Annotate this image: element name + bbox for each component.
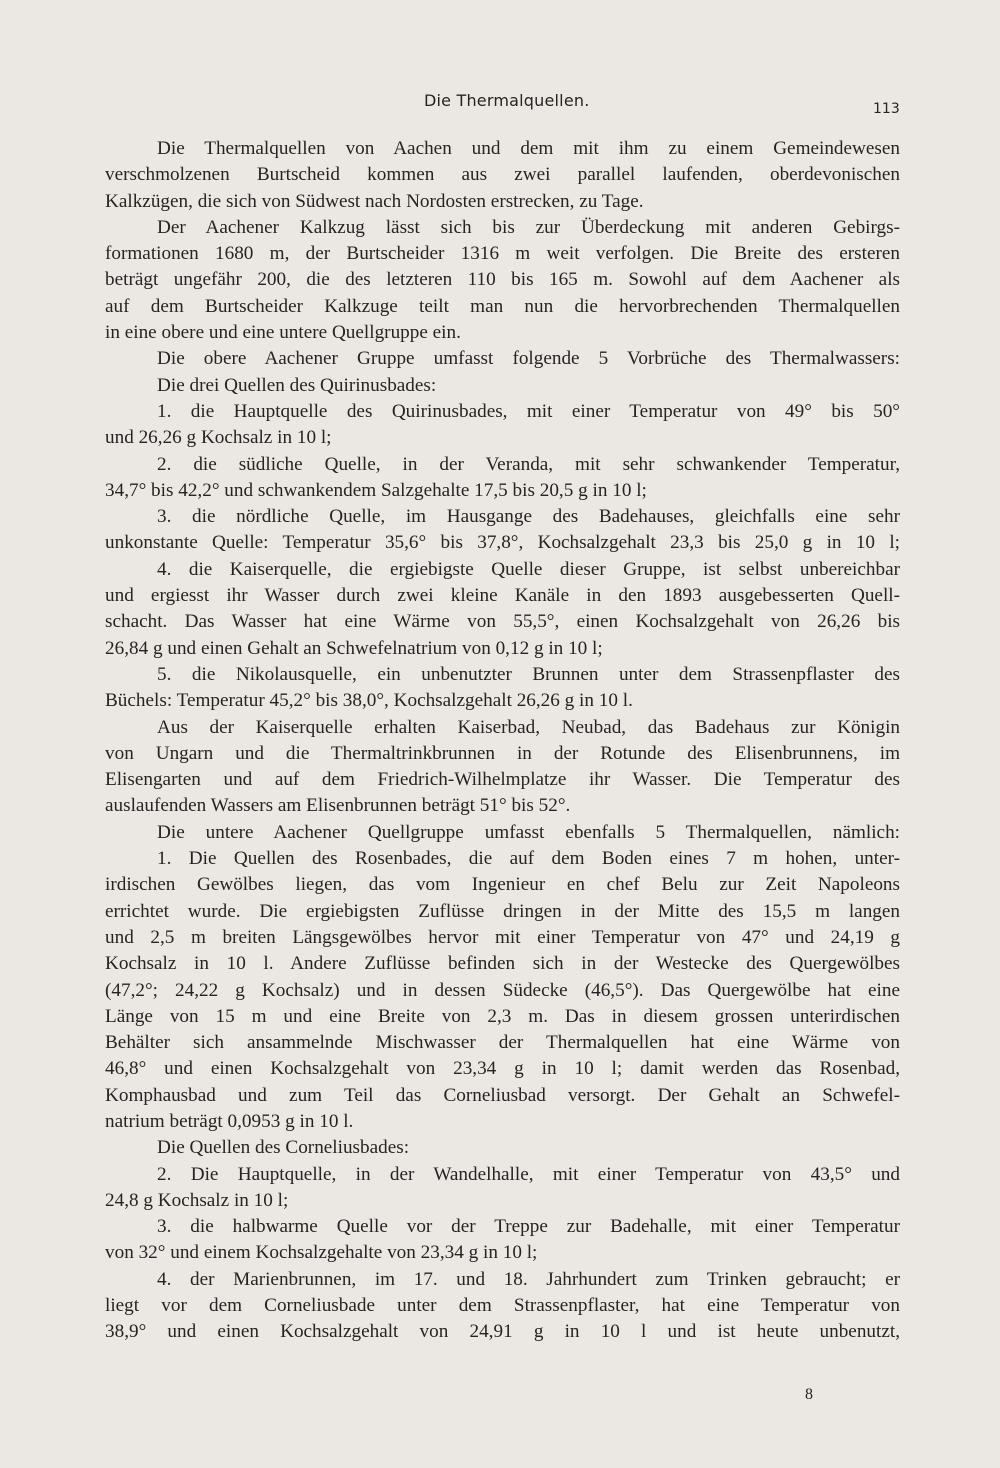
text-line: in eine obere und eine untere Quellgruppe ein.	[105, 322, 461, 344]
text-line: 46,8° und einen Kochsalzgehalt von 23,34 g in 10 l; damit werden das Rosenbad,	[105, 1058, 900, 1080]
text-line: Aus der Kaiserquelle erhalten Kaiserbad, Neubad, das Badehaus zur Königin	[157, 716, 900, 738]
page-number: 113	[873, 101, 900, 117]
text-line: 2. die südliche Quelle, in der Veranda, mit sehr schwankender Temperatur,	[157, 453, 900, 475]
text-line: Die drei Quellen des Quirinusbades:	[157, 374, 437, 396]
text-line: 1. Die Quellen des Rosenbades, die auf dem Boden eines 7 m hohen, unter-	[157, 848, 900, 870]
text-line: verschmolzenen Burtscheid kommen aus zwei parallel laufenden, oberdevonischen	[105, 164, 900, 186]
text-line: auslaufenden Wassers am Elisenbrunnen beträgt 51° bis 52°.	[105, 795, 571, 817]
text-line: schacht. Das Wasser hat eine Wärme von 55,5°, einen Kochsalzgehalt von 26,26 bis	[105, 611, 900, 633]
text-line: unkonstante Quelle: Temperatur 35,6° bis 37,8°, Kochsalzgehalt 23,3 bis 25,0 g in 10 l;	[105, 532, 900, 554]
text-line: formationen 1680 m, der Burtscheider 1316 m weit verfolgen. Die Breite des ersteren	[105, 243, 900, 265]
text-line: Kalkzügen, die sich von Südwest nach Nordosten erstrecken, zu Tage.	[105, 190, 644, 212]
text-line: und 2,5 m breiten Längsgewölbes hervor mit einer Temperatur von 47° und 24,19 g	[105, 926, 900, 948]
text-line: errichtet wurde. Die ergiebigsten Zuflüsse dringen in der Mitte des 15,5 m langen	[105, 900, 900, 922]
text-line: Kochsalz in 10 l. Andere Zuflüsse befinden sich in der Westecke des Quergewölbes	[105, 953, 900, 975]
text-line: Die Quellen des Corneliusbades:	[157, 1137, 410, 1159]
text-line: 4. die Kaiserquelle, die ergiebigste Quelle dieser Gruppe, ist selbst unbereichbar	[157, 558, 900, 580]
text-line: Länge von 15 m und eine Breite von 2,3 m. Das in diesem grossen unterirdischen	[105, 1005, 900, 1027]
text-line: Behälter sich ansammelnde Mischwasser der Thermalquellen hat eine Wärme von	[105, 1032, 900, 1054]
text-line: 2. Die Hauptquelle, in der Wandelhalle, mit einer Temperatur von 43,5° und	[157, 1163, 900, 1185]
text-line: 24,8 g Kochsalz in 10 l;	[105, 1189, 289, 1211]
text-line: auf dem Burtscheider Kalkzuge teilt man nun die hervorbrechenden Thermalquellen	[105, 295, 900, 317]
text-line: 34,7° bis 42,2° und schwankendem Salzgehalte 17,5 bis 20,5 g in 10 l;	[105, 479, 647, 501]
text-line: (47,2°; 24,22 g Kochsalz) und in dessen Südecke (46,5°). Das Quergewölbe hat eine	[105, 979, 900, 1001]
text-line: von Ungarn und die Thermaltrinkbrunnen in der Rotunde des Elisenbrunnens, im	[105, 742, 900, 764]
text-line: von 32° und einem Kochsalzgehalte von 23,34 g in 10 l;	[105, 1242, 538, 1264]
body-text	[105, 136, 900, 1346]
text-line: und 26,26 g Kochsalz in 10 l;	[105, 427, 332, 449]
text-line: Die obere Aachener Gruppe umfasst folgende 5 Vorbrüche des Thermalwassers:	[157, 348, 900, 370]
text-line: Büchels: Temperatur 45,2° bis 38,0°, Kochsalzgehalt 26,26 g in 10 l.	[105, 690, 633, 712]
text-line: Komphausbad und zum Teil das Corneliusbad versorgt. Der Gehalt an Schwefel-	[105, 1084, 900, 1106]
text-line: natrium beträgt 0,0953 g in 10 l.	[105, 1110, 354, 1132]
text-line: und ergiesst ihr Wasser durch zwei kleine Kanäle in den 1893 ausgebesserten Quell-	[105, 585, 900, 607]
text-line: Die untere Aachener Quellgruppe umfasst ebenfalls 5 Thermalquellen, nämlich:	[157, 821, 900, 843]
running-title: Die Thermalquellen.	[424, 91, 590, 110]
text-line: Elisengarten und auf dem Friedrich-Wilhelmplatze ihr Wasser. Die Temperatur des	[105, 769, 900, 791]
text-line: liegt vor dem Corneliusbade unter dem Strassenpflaster, hat eine Temperatur von	[105, 1295, 900, 1317]
text-line: beträgt ungefähr 200, die des letzteren 110 bis 165 m. Sowohl auf dem Aachener als	[105, 269, 900, 291]
text-line: 5. die Nikolausquelle, ein unbenutzter Brunnen unter dem Strassenpflaster des	[157, 663, 900, 685]
text-line: irdischen Gewölbes liegen, das vom Ingenieur en chef Belu zur Zeit Napoleons	[105, 874, 900, 896]
page-header	[0, 91, 1000, 121]
text-line: 26,84 g und einen Gehalt an Schwefelnatrium von 0,12 g in 10 l;	[105, 637, 603, 659]
text-line: Die Thermalquellen von Aachen und dem mit ihm zu einem Gemeindewesen	[157, 138, 900, 159]
signature-mark: 8	[805, 1386, 813, 1403]
text-line: 38,9° und einen Kochsalzgehalt von 24,91 g in 10 l und ist heute unbenutzt,	[105, 1321, 900, 1343]
text-line: 3. die nördliche Quelle, im Hausgange des Badehauses, gleichfalls eine sehr	[157, 506, 900, 528]
text-line: 4. der Marienbrunnen, im 17. und 18. Jahrhundert zum Trinken gebraucht; er	[157, 1268, 900, 1290]
text-line: Der Aachener Kalkzug lässt sich bis zur Überdeckung mit anderen Gebirgs-	[157, 216, 900, 238]
text-line: 3. die halbwarme Quelle vor der Treppe zur Badehalle, mit einer Temperatur	[157, 1216, 900, 1238]
text-line: 1. die Hauptquelle des Quirinusbades, mit einer Temperatur von 49° bis 50°	[157, 400, 900, 422]
